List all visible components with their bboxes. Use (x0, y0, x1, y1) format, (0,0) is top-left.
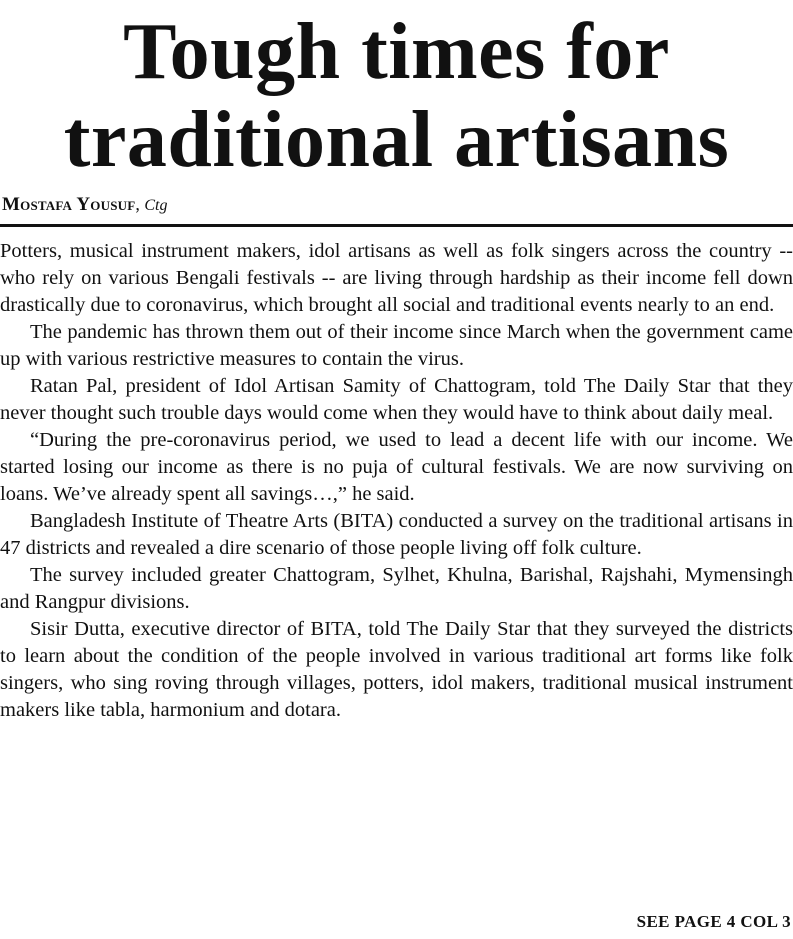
continuation-jump-line: SEE PAGE 4 COL 3 (636, 912, 791, 931)
byline-separator: , (135, 194, 145, 214)
article-body (0, 238, 793, 724)
dateline-location: Ctg (144, 197, 168, 214)
paragraph-intro: Potters, musical instrument makers, idol artisans as well as folk singers across the country -- who rely on various Bengali festivals -- are living through hardship as their income fell down drastically due to coronavirus, which brought all social and traditional events nearly to an end. (0, 240, 793, 316)
paragraph-quote: “During the pre-coronavirus period, we used to lead a decent life with our income. We started losing our income as there is no puja of cultural festivals. We are now surviving on loans. We’ve already spent all savings…,” he said. (0, 429, 793, 505)
headline: Tough times for traditional artisans (63, 8, 730, 184)
author-name: Mostafa Yousuf (2, 194, 136, 215)
paragraph: Ratan Pal, president of Idol Artisan Samity of Chattogram, told The Daily Star that they never thought such trouble days would come when they would have to think about daily meal. (0, 375, 793, 424)
paragraph: Sisir Dutta, executive director of BITA, told The Daily Star that they surveyed the districts to learn about the condition of the people involved in various traditional art forms like folk singers, who sing roving through villages, potters, idol makers, traditional musical instrument makers like tabla, harmonium and dotara. (0, 618, 793, 721)
paragraph: Bangladesh Institute of Theatre Arts (BITA) conducted a survey on the traditional artisans in 47 districts and revealed a dire scenario of those people living off folk culture. (0, 510, 793, 559)
byline (2, 194, 167, 216)
paragraph: The pandemic has thrown them out of their income since March when the government came up with various restrictive measures to contain the virus. (0, 321, 793, 370)
paragraph: The survey included greater Chattogram, Sylhet, Khulna, Barishal, Rajshahi, Mymensingh and Rangpur divisions. (0, 564, 793, 613)
byline-rule (0, 224, 793, 227)
